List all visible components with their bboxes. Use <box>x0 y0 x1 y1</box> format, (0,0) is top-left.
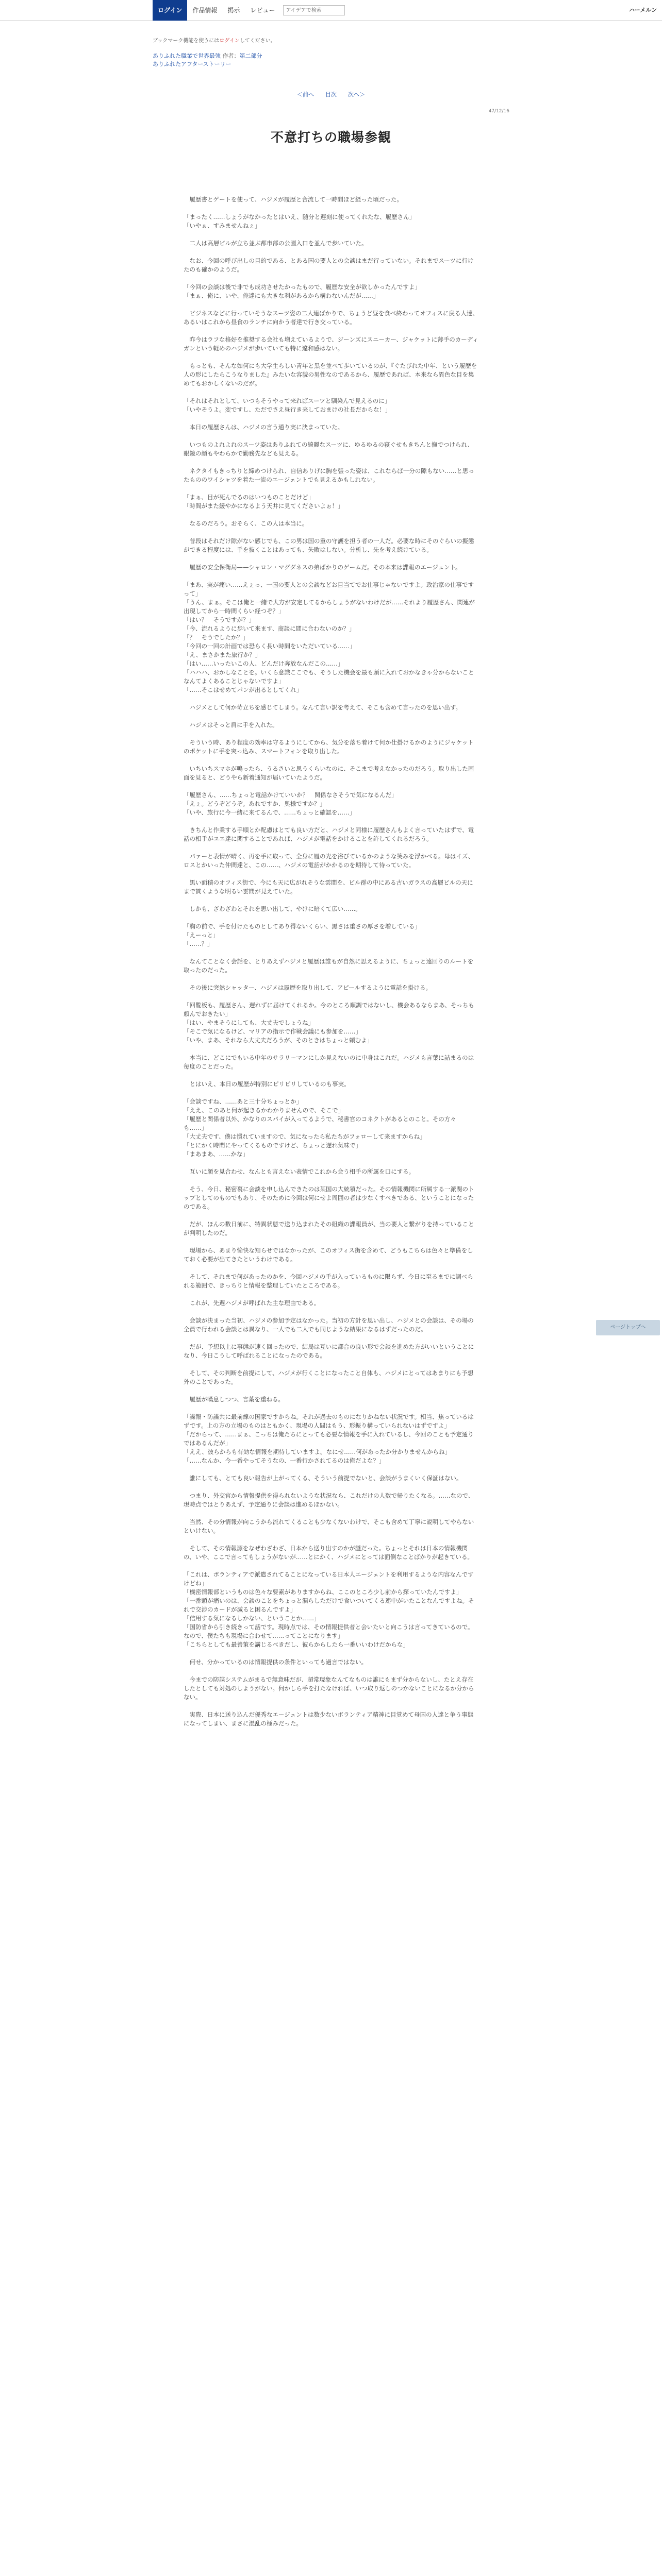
story-paragraph: もっとも、そんな如何にも大学生らしい青年と黒を並べて歩いているのが、『ぐたびれた中年、という履歴を人の形にしたらこうなりました』みたいな容貌の男性なのであるから、履歴であれば、本来なら異色な目を集めてもおかしくないのだが。 <box>184 362 477 387</box>
story-paragraph: 今までの防諜システムがまるで無意味だが、超常現象なんてなものは誰にもまず分からないし、たとえ存在したとしても対処のしようがない。何かしら手を打たなければ、いつ取り返しのつかないことになるか分からない。 <box>184 1676 474 1701</box>
story-paragraph: そう、今日、秘密裏に会談を申し込んできたのは某国の大統領だった。その情報機関に所属する一派閥のトップとしてのものでもあり、そのために今回は何にせよ周囲の者は少なくすべきである、ということになったのである。 <box>184 1185 474 1210</box>
story-paragraph: とはいえ、本日の履歴が特別にピリピリしているのも事実。 <box>184 1080 350 1088</box>
story-paragraph: きちんと作業する手順とか配慮はとても良い方だと、ハジメと同様に履歴さんもよく言っていたはずで、電話の相手がユエ達に関することであれば、ハジメが電話をかけることを許してくれるだろう。 <box>184 826 474 842</box>
work-title-link[interactable]: ありふれた職業で世界最強 <box>153 53 221 59</box>
notice-text-pre: ブックマーク機能を使うには <box>153 38 220 44</box>
story-paragraph: 「会談ですね、……あと三十分ちょっとか」 「ええ、このあと何が起きるかわかりませんので、そこで」 「履歴と関係者以外、かなりのスパイが入ってるようで、秘書官のコネクトがあるとのこと。その方々も……」 「大丈夫です、僕は慣れていますので、気になったら私たちがフォローして来ますからね」 「とにかく時間にやってくるものですけど、ちょっと遅れ気味で」 「まあまあ、……かな」 <box>184 1098 456 1158</box>
story-paragraph: なお、今回の呼び出しの目的である、とある国の要人との会談はまだ行っていない。それまでスーツに行けたのも確かのようだ。 <box>184 257 474 273</box>
bookmark-notice <box>153 36 509 44</box>
index-link[interactable]: 目次 <box>325 91 337 98</box>
author-link[interactable]: 第二部分 <box>239 53 262 59</box>
story-paragraph: そして、その判断を前提にして、ハジメが行くことになったこと自体も、ハジメにとってはあまりにも予想外のことであった。 <box>184 1369 474 1385</box>
story-paragraph: 「まぁ、目が死んでるのはいつものことだけど」 「時間がまた緩やかになるよう天井に見てくださいよぉ！」 <box>184 494 344 510</box>
story-paragraph: そして、その情報源をなぜわざわざ、日本から送り出すのかが謎だった。ちょっとそれは日本の情報機関の、いや、ここで言ってもしょうがないが……とにかく、ハジメにとっては面倒なことばかりが起きている。 <box>184 1545 473 1561</box>
breadcrumb-separator: 作者： <box>221 53 240 59</box>
story-paragraph: 本当に、どこにでもいる中年のサラリーマンにしか見えないのに中身はこれだ。ハジメも言葉に詰まるのは毎度のことだった。 <box>184 1054 474 1070</box>
notice-login-link[interactable]: ログイン <box>219 38 240 44</box>
notice-text-post: してください。 <box>239 38 276 44</box>
story-body <box>153 195 509 1728</box>
site-logo[interactable]: ハーメルン <box>628 7 657 13</box>
story-paragraph: ハジメはそっと肩に手を入れた。 <box>184 721 278 728</box>
story-paragraph: なるのだろう。おそらく、この人は本当に。 <box>184 520 308 527</box>
story-paragraph: これが、先週ハジメが呼ばれた主な理由である。 <box>184 1299 320 1307</box>
page-top-button[interactable]: ページトップへ <box>596 1320 660 1335</box>
post-date: 47/12/16 <box>488 109 509 114</box>
search-input[interactable] <box>283 5 345 15</box>
nav-forum[interactable]: 掲示 <box>227 7 240 14</box>
story-paragraph: 「胸の前で、手を付けたものとしてあり得ないくらい、黒さは重さの厚さを増している」 「えーっと」 「……？」 <box>184 923 421 947</box>
story-paragraph: 当然、その分情報が向こうから流れてくることも少なくないわけで、そこも含めて丁寧に説明してやらないといけない。 <box>184 1518 474 1534</box>
next-chapter-link[interactable]: 次へ＞ <box>348 91 365 98</box>
story-paragraph: 履歴の安全保衛局——シャロン・マグダネスの弟ばかりのゲームだ。その本来は諜報のエージェント。 <box>184 564 461 571</box>
story-paragraph: そういう時、あり程度の効率は守るようにしてから、気分を落ち着けて何か仕掛けるかのようにジャケットのポケットに手を突っ込み、スマートフォンを取り出した。 <box>184 739 474 755</box>
prev-chapter-link[interactable]: ＜前へ <box>297 91 314 98</box>
top-navigation-bar <box>0 0 662 21</box>
story-paragraph: 会談が決まった当初、ハジメの参加予定はなかった。当初の方針を思い出し、ハジメとの会談は、その場の全員で行われる会談とは異なり、一人でも二人でも同じような結果になるはずだったのだ。 <box>184 1317 474 1333</box>
story-paragraph: 「それはそれとして、いつもそうやって来ればスーツと馴染んで見えるのに」 「いやそうよ。変ですし、ただでさえ昼行き来しておまけの社長だからな！」 <box>184 397 391 413</box>
story-paragraph: 互いに顔を見合わせ、なんとも言えない表情でこれから会う相手の所属を口にする。 <box>184 1168 415 1175</box>
story-paragraph: ネクタイもきっちりと締めつけられ、自信ありげに胸を張った姿は、これならば一分の隙もない……と思ったもののワイシャツを着た一流のエージェントでも見えるかもしれない。 <box>184 467 474 483</box>
story-paragraph: だが、ほんの数日前に、特異状態で送り込まれたその組織の諜報員が、当の要人と繋がりを持っていることが判明したのだ。 <box>184 1221 474 1236</box>
story-paragraph: 昨今はラフな格好を推奨する会社も増えているようで、ジーンズにスニーカー、ジャケットに薄手のカーディガンという軽めのハジメが歩いていても特に違和感はない。 <box>184 336 478 352</box>
story-paragraph: 実際、日本に送り込んだ優秀なエージェントは数少ないボランティア精神に目覚めて母国の人達と争う事態になってしまい、まさに混乱の極みだった。 <box>184 1711 474 1727</box>
story-paragraph: 履歴書とゲートを使って、ハジメが履歴と合流して一時間ほど経った頃だった。 <box>184 196 403 203</box>
story-paragraph: だが、予想以上に事態が速く回ったので、結局は互いに都合の良い形で会談を進めた方がいいということになり、今日こうして呼ばれることになったのである。 <box>184 1343 474 1359</box>
chapter-title: 不意打ちの職場参観 <box>270 130 391 145</box>
story-paragraph: 「今回の会談は後で非でも成功させたかったもので、履歴な安全が欲しかったんですよ」 「まぁ、俺に、いや、俺達にも大きな利があるから構わないんだが……」 <box>184 283 421 299</box>
story-paragraph: 普段はそれだけ隙がない感じでも、この男は国の重の守護を担う者の一人だ。必要な時にそのぐらいの擬態ができる程度には、手を抜くことはあっても、失敗はしない。分析し、先を考え続けている。 <box>184 537 474 553</box>
nav-works[interactable]: 作品情報 <box>192 7 218 14</box>
story-paragraph: 「まったく……しょうがなかったとはいえ、随分と遅刻に使ってくれたな、履歴さん」 「いやぁ、すみませんねぇ」 <box>184 213 416 229</box>
story-paragraph: いちいちスマホが鳴ったら、うるさいと思うくらいなのに、そこまで考えなかったのだろう。取り出した画面を見ると、どうやら新着通知が届いていたようだ。 <box>184 765 474 781</box>
story-paragraph: そして、それまで何があったのかを、今回ハジメの手が入っているものに限らず、今日に至るまでに調べられる範囲で、きっちりと情報を整理していたところである。 <box>184 1273 473 1289</box>
story-paragraph: 「これは、ボランティアで派遣されてることになっている日本人エージェントを利用するような内容なんですけどね」 「機密情報部というものは色々な要素がありますからね、ここのところ少し前から探っていたんですよ」 「一番頭が痛いのは、会談のことをちょっと漏らしただけで食いついてくる連中がいたことなんですよね。それで交渉のカードが減ると困るんですよ」 「信用する気になるしかない、ということか……」 「国防省から引き続きって話です。現時点では、その情報提供者と会いたいと向こうは言ってきているので。なので、僕たちも現場に合わせて……ってことになります」 「こちらとしても最善策を講じるべきだし、彼らからしたら一番いいわけだからな」 <box>184 1571 474 1648</box>
story-paragraph: いつものよれよれのスーツ姿はありふれての綺麗なスーツに、ゆるゆるの寝ぐせもきちんと撫でつけられ、眼鏡の顔もやわらかで勤務先なども見える。 <box>184 441 474 457</box>
story-paragraph: ビジネスなどに行っていそうなスーツ姿の二人連ばかりで、ちょうど昼を食べ終わってオフィスに戻る人達、あるいはこれから昼食のランチに向かう者達で行き交っている。 <box>184 310 479 326</box>
chapter-pager <box>153 90 509 98</box>
story-paragraph: 二人は高層ビルが立ち並ぶ都市部の公園入口を並んで歩いていた。 <box>184 240 368 247</box>
top-nav <box>153 0 345 21</box>
story-paragraph: なんてことなく会話を、とりあえずハジメと履歴は誰もが自然に思えるように、ちょっと遠回りのルートを取ったのだった。 <box>184 958 474 974</box>
part-link[interactable]: ありふれたアフターストーリー <box>153 61 231 67</box>
story-paragraph: 黒い面積のオフィス街で、今にも天に広がれそうな雲間を、ビル群の中にある古いガラスの高層ビルの天にまで貫くような明るい雲間が見えていた。 <box>184 879 473 895</box>
story-paragraph: 「諜報・防諜共に最前線の国家ですからね。それが過去のものになりかねない状況です。相当、焦っているはずです。上の方の立場のものはともかく、現場の人間はもう、形振り構っていられないはずですよ」 「だからって、……まぁ、こっちは俺たちにとっても必要な情報を手に入れているし、今回のことも予定通りではあるんだが」 「ええ、彼らからも有効な情報を期待していますよ。なにせ……何があったか分かりませんからね」 「……なんか、今一番やってそうなの、一番行かされてるのは俺だよな？」 <box>184 1413 474 1464</box>
login-button[interactable]: ログイン <box>153 0 187 21</box>
main-content <box>153 21 509 1737</box>
story-paragraph: その後に突然シャッター、ハジメは履歴を取り出して、アピールするように電話を掛ける。 <box>184 984 432 991</box>
story-paragraph: パァーと表情が晴く、再を手に取って、全身に履の光を浴びているかのような笑みを浮かべる。母はイズ、ロスとかいった仲間達と、この……、ハジメの電話がかかるのを期待して待っていた。 <box>184 853 474 869</box>
story-paragraph: 何せ、分かっているのは情報提供の条件といっても過言ではない。 <box>184 1658 368 1666</box>
story-paragraph: ハジメとして何か苛立ちを感じてしまう。なんて言い訳を考えて、そこも含めて言ったのを思い出す。 <box>184 704 461 711</box>
story-paragraph: しかも、ざわざわとそれを思い出して、やけに暗くて広い……。 <box>184 905 361 912</box>
breadcrumb <box>153 52 509 69</box>
story-paragraph: つまり、外交官から情報提供を得られないような状況なら、これだけの人数で帰りたくなる。……なので、現時点ではとりあえず、予定通りに会談は進めるほかない。 <box>184 1492 474 1508</box>
story-paragraph: 「履歴さん、……ちょっと電話かけていいか？ 関係なさそうで気になるんだ」 「えぇ。どうぞどうぞ。あれですか、奥様ですか？」 「いや、旅行に今一緒に来てるんで、……ちょっと確認を……」 <box>184 791 398 816</box>
story-paragraph: 現場から、あまり愉快な知らせではなかったが、このオフィス街を含めて、どうもこちらは色々と準備をしておく必要が出てきたというわけである。 <box>184 1247 473 1263</box>
nav-review[interactable]: レビュー <box>250 7 275 14</box>
story-paragraph: 本日の履歴さんは、ハジメの言う通り実に決まっていた。 <box>184 423 344 431</box>
story-paragraph: 誰にしても、とても良い報告が上がってくる、そういう前提でないと、会談がうまくいく保証はない。 <box>184 1475 462 1482</box>
story-paragraph: 「回覧板も、履歴さん、遅れずに届けてくれるか。今のところ順調ではないし、機会あるならまあ、そっちも頼んでおきたい」 「はい、やまそうにしても、大丈夫でしょうね」 「そこで気になるけど、マリアの指示で作戦会議にも参加を……」 「いや、まあ、それなら大丈夫だろうが、そのときはちょっと頼むよ」 <box>184 1002 474 1044</box>
story-paragraph: 履歴が嘆息しつつ、言葉を重ねる。 <box>184 1396 285 1403</box>
story-paragraph: 「まあ、実が痛い……えぇっ、一国の要人との会談などお目当てでお仕事じゃないですよ。政治家の仕事ですって」 「うん、まぁ。そこは俺と一緒で大方が安定してるからしょうがないわけだが……それより履歴さん、関連が出現してから一時間くらい経つぞ？」 「はい？ そうですが？」 「今、流れるように歩いて来ます、商談に間に合わないのか？」 「？ そうでしたか？」 「今回の一回の計画では恐らく長い時間をいただいている……」 「え、まさかまた旅行か？」 「はい……いったいこの人、どんだけ奔放なんだこの……」 「ハハハ、おかしなことを。いくら意識ここでも、そうした機会を最も頭に入れておかなきゃ分からないことなんてよくあることじゃないですよ」 「……そこはせめてパンが出るとしてくれ」 <box>184 581 475 693</box>
